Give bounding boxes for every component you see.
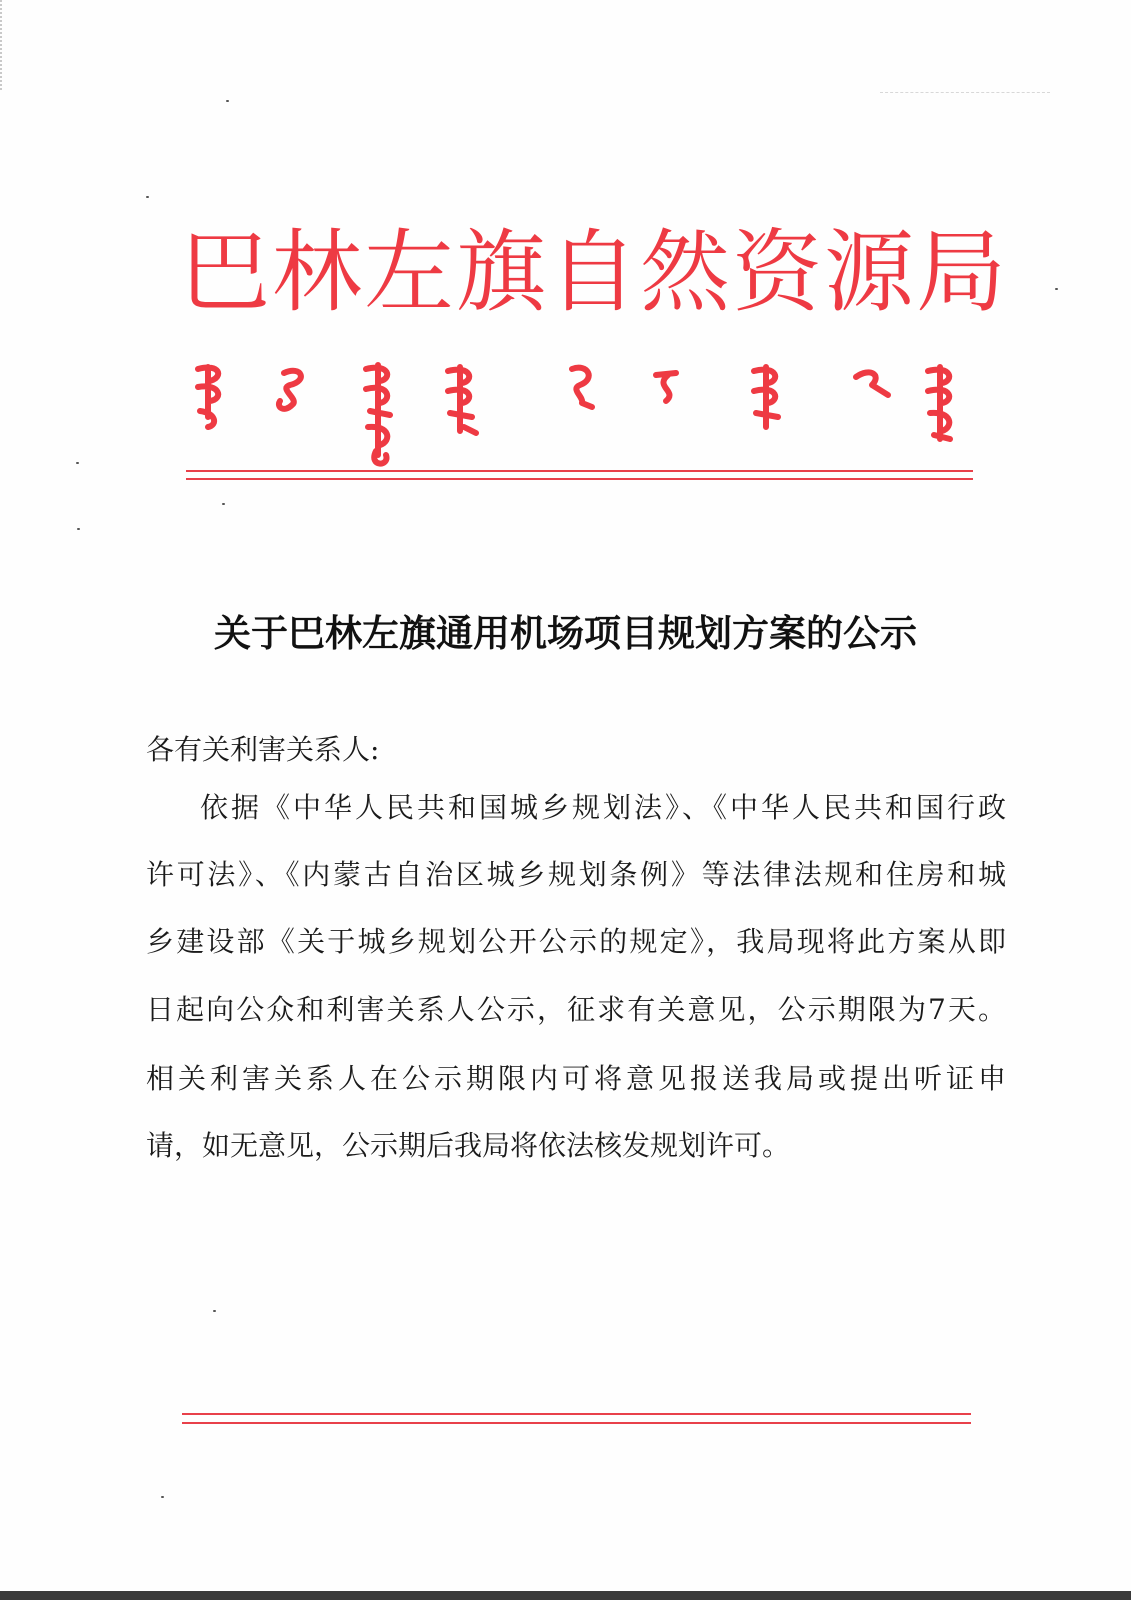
letterhead-divider-thin — [186, 470, 973, 472]
footer-divider-thick — [182, 1422, 971, 1424]
letterhead-mongolian-name — [180, 355, 980, 470]
scan-speck — [226, 100, 229, 102]
salutation: 各有关利害关系人: — [146, 733, 380, 766]
body-text-line: 乡建设部《关于城乡规划公开公示的规定》，我局现将此方案从即 — [146, 925, 1006, 958]
scan-speck — [222, 503, 225, 505]
body-text-line: 相关利害关系人在公示期限内可将意见报送我局或提出听证申 — [146, 1062, 1006, 1095]
scan-speck — [76, 462, 79, 464]
scan-speck — [1055, 288, 1058, 290]
scan-artifact-line — [880, 92, 1050, 93]
scan-bottom-edge — [0, 1591, 1131, 1600]
scan-speck — [213, 1310, 216, 1312]
body-text-line: 日起向公众和利害关系人公示，征求有关意见，公示期限为7天。 — [146, 993, 1006, 1026]
scan-speck — [161, 1496, 164, 1498]
letterhead-divider-thick — [186, 478, 973, 480]
scan-speck — [146, 196, 149, 198]
body-text-line: 请，如无意见，公示期后我局将依法核发规划许可。 — [146, 1129, 791, 1162]
scan-speck — [77, 528, 80, 530]
footer-divider-thin — [182, 1413, 971, 1415]
body-text-line: 许可法》、《内蒙古自治区城乡规划条例》等法律法规和住房和城 — [146, 858, 1006, 891]
scan-edge-mark — [0, 0, 18, 90]
document-title: 关于巴林左旗通用机场项目规划方案的公示 — [214, 611, 917, 655]
letterhead-org-name: 巴林左旗自然资源局 — [180, 220, 1008, 325]
body-text-line: 依据《中华人民共和国城乡规划法》、《中华人民共和国行政 — [200, 791, 1006, 824]
